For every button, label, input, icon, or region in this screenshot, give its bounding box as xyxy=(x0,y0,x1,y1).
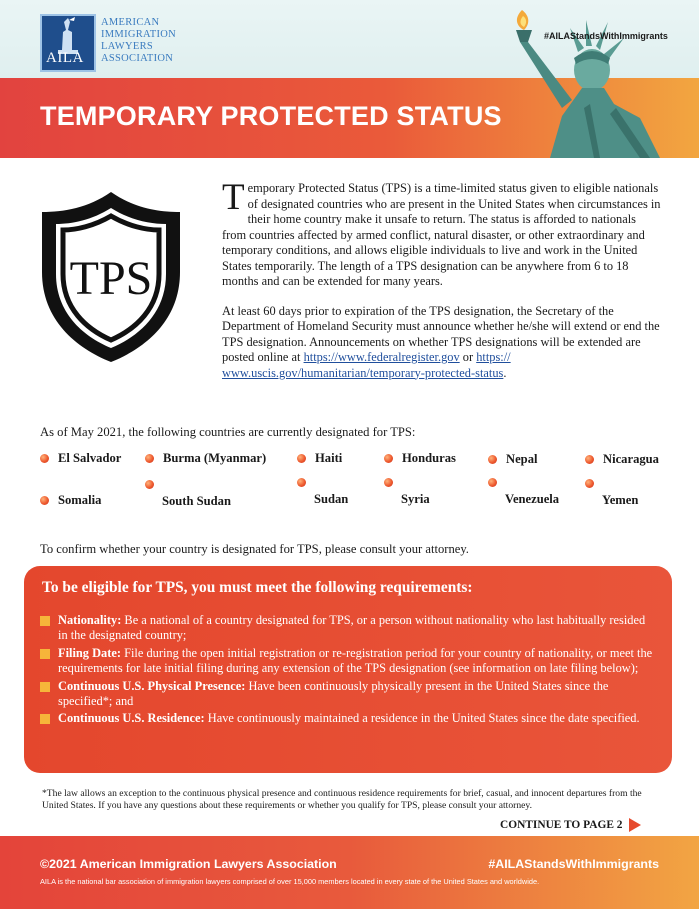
bullet-dot-icon xyxy=(145,454,154,463)
tps-shield-icon xyxy=(36,188,186,366)
country-item: Burma (Myanmar) xyxy=(145,451,266,466)
requirements-list xyxy=(40,613,655,729)
country-item: El Salvador xyxy=(40,451,121,466)
bullet-dot-icon xyxy=(297,478,306,487)
bullet-dot-icon xyxy=(585,479,594,488)
footnote: *The law allows an exception to the continuous physical presence and continuous residence requirements for brief, casual, and innocent departures from the United States. If you have any questions about these requirements or whether you qualify for TPS, please consult your attorney. xyxy=(42,788,642,811)
shield-label: TPS xyxy=(69,252,153,305)
arrow-right-icon xyxy=(629,818,641,832)
country-item: Honduras xyxy=(384,451,456,466)
country-item: South Sudan xyxy=(145,492,231,509)
logo-text: AILA xyxy=(46,50,84,66)
list-item: Continuous U.S. Physical Presence: Have been continuously physically present in the United States since the specified*; and xyxy=(40,679,655,710)
continue-label: CONTINUE TO PAGE 2 xyxy=(500,819,623,831)
country-item: Nepal xyxy=(488,452,537,467)
federal-register-link[interactable]: https://www.federalregister.gov xyxy=(303,350,460,364)
footer-description: AILA is the national bar association of immigration lawyers comprised of over 15,000 members located in every state of the United States and worldwide. xyxy=(40,877,540,886)
footer-band xyxy=(0,836,699,909)
footer-copyright: ©2021 American Immigration Lawyers Association xyxy=(40,857,337,871)
square-bullet-icon xyxy=(40,682,50,692)
square-bullet-icon xyxy=(40,616,50,626)
drop-cap: T xyxy=(222,177,245,218)
page-title: TEMPORARY PROTECTED STATUS xyxy=(40,101,502,131)
organization-name: AMERICAN IMMIGRATION LAWYERS ASSOCIATION xyxy=(101,17,177,64)
list-item: Filing Date: File during the open initial registration or re-registration period for your country of nationality, or meet the requirements for late initial filing during any extension of the TPS designation (see information on late filing below); xyxy=(40,646,655,677)
square-bullet-icon xyxy=(40,649,50,659)
bullet-dot-icon xyxy=(40,454,49,463)
uscis-tps-link[interactable]: https:// www.uscis.gov/humanitarian/temporary-protected-status xyxy=(222,350,511,380)
square-bullet-icon xyxy=(40,714,50,724)
bullet-dot-icon xyxy=(585,455,594,464)
continue-to-page-2-link[interactable] xyxy=(500,818,641,832)
requirements-title: To be eligible for TPS, you must meet the following requirements: xyxy=(42,579,473,596)
intro-paragraph-2: At least 60 days prior to expiration of the TPS designation, the Secretary of the Department of Homeland Security must announce whether he/she will extend or end the TPS designation. Announcements on whether TPS designations will be extended are posted online at https://www.federalregister.gov or https:// www.uscis.gov/humanitarian/temporary-protected-status. xyxy=(222,303,660,380)
country-item: Nicaragua xyxy=(585,452,659,467)
country-item: Somalia xyxy=(40,493,101,508)
bullet-dot-icon xyxy=(384,454,393,463)
intro-text xyxy=(222,177,662,395)
country-item: Haiti xyxy=(297,451,342,466)
country-item: Venezuela xyxy=(488,490,559,507)
list-item: Nationality: Be a national of a country designated for TPS, or a person without nationality who last habitually resided in the designated country; xyxy=(40,613,655,644)
country-item: Syria xyxy=(384,490,430,507)
bullet-dot-icon xyxy=(488,455,497,464)
bullet-dot-icon xyxy=(384,478,393,487)
header-hashtag: #AILAStandsWithImmigrants xyxy=(544,31,668,41)
aila-logo xyxy=(40,14,96,72)
bullet-dot-icon xyxy=(145,480,154,489)
country-item: Sudan xyxy=(297,490,348,507)
countries-intro: As of May 2021, the following countries are currently designated for TPS: xyxy=(40,425,416,439)
bullet-dot-icon xyxy=(488,478,497,487)
footer-hashtag: #AILAStandsWithImmigrants xyxy=(488,857,659,871)
list-item: Continuous U.S. Residence: Have continuously maintained a residence in the United States since the date specified. xyxy=(40,711,655,726)
country-item: Yemen xyxy=(585,491,638,508)
bullet-dot-icon xyxy=(40,496,49,505)
confirm-text: To confirm whether your country is designated for TPS, please consult your attorney. xyxy=(40,542,469,556)
bullet-dot-icon xyxy=(297,454,306,463)
intro-paragraph-1: Temporary Protected Status (TPS) is a time-limited status given to eligible nationals of designated countries who are present in the United States when circumstances in their home country make it unsafe to return. The status is afforded to nationals from countries affected by armed conflict, natural disaster, or other extraordinary and temporary conditions, and allows eligible individuals to live and work in the United States temporarily. The length of a TPS designation can be anywhere from 6 to 18 months and can be extended for many years. xyxy=(222,177,661,288)
